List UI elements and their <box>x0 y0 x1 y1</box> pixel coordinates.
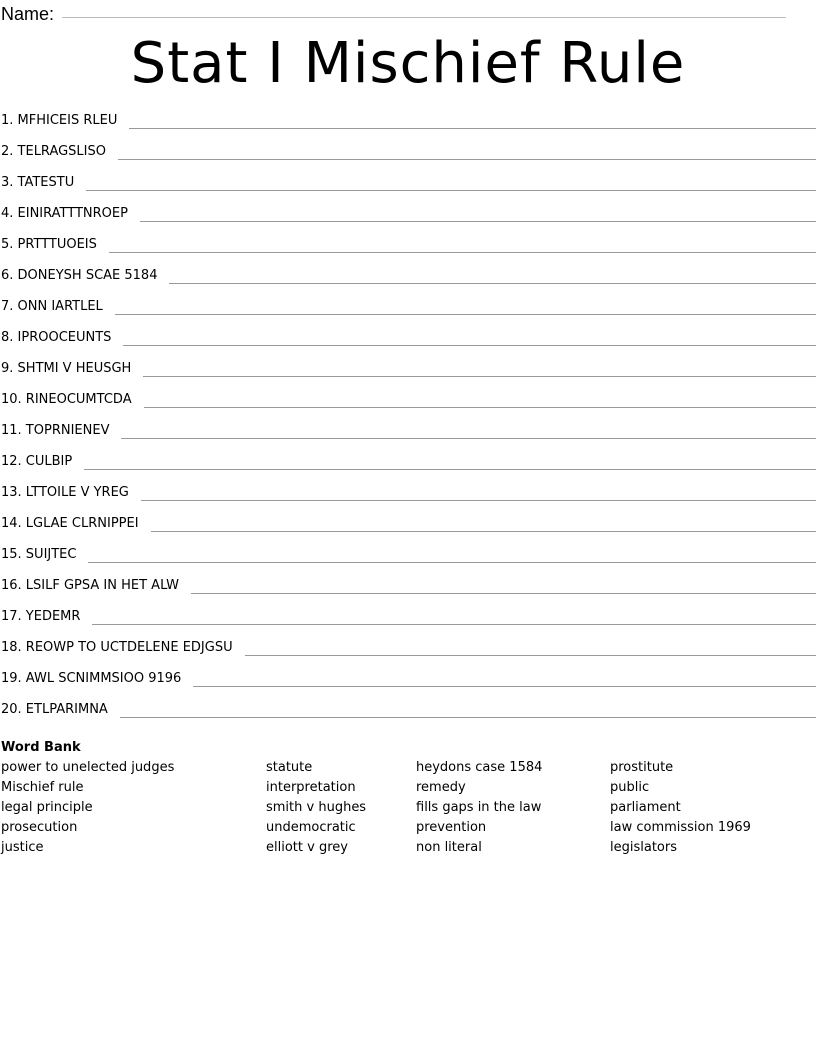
answer-line[interactable] <box>86 173 816 191</box>
name-write-line[interactable] <box>62 17 786 18</box>
page-title: Stat I Mischief Rule <box>130 31 686 96</box>
question-text: 12. CULBIP <box>1 454 73 469</box>
answer-line[interactable] <box>193 669 816 687</box>
word-bank-item: remedy <box>416 780 466 795</box>
answer-line[interactable] <box>143 359 816 377</box>
word-bank-column-4 <box>609 758 751 858</box>
word-bank-column-1 <box>0 758 174 858</box>
answer-line[interactable] <box>169 266 816 284</box>
question-text: 9. SHTMI V HEUSGH <box>1 361 132 376</box>
answer-line[interactable] <box>118 142 816 160</box>
answer-line[interactable] <box>109 235 816 253</box>
question-row <box>0 359 816 390</box>
question-row <box>0 700 816 731</box>
question-row <box>0 669 816 700</box>
answer-line[interactable] <box>92 607 816 625</box>
answer-line[interactable] <box>245 638 816 656</box>
question-row <box>0 204 816 235</box>
question-text: 7. ONN IARTLEL <box>1 299 103 314</box>
word-bank-item: smith v hughes <box>266 800 367 815</box>
word-bank-item: Mischief rule <box>1 780 84 795</box>
word-bank-column-2 <box>265 758 366 858</box>
question-text: 6. DONEYSH SCAE 5184 <box>1 268 158 283</box>
answer-line[interactable] <box>129 111 816 129</box>
word-bank-title: Word Bank <box>1 740 81 755</box>
question-list <box>0 111 816 731</box>
word-bank-item: public <box>610 780 650 795</box>
question-text: 19. AWL SCNIMMSIOO 9196 <box>1 671 182 686</box>
answer-line[interactable] <box>121 421 816 439</box>
question-row <box>0 483 816 514</box>
question-row <box>0 390 816 421</box>
question-text: 10. RINEOCUMTCDA <box>1 392 132 407</box>
question-text: 17. YEDEMR <box>1 609 81 624</box>
question-row <box>0 235 816 266</box>
question-text: 5. PRTTTUOEIS <box>1 237 97 252</box>
question-row <box>0 111 816 142</box>
question-row <box>0 607 816 638</box>
question-row <box>0 266 816 297</box>
word-bank-item: heydons case 1584 <box>416 760 543 775</box>
word-bank-item: parliament <box>610 800 681 815</box>
word-bank-item: elliott v grey <box>266 840 348 855</box>
answer-line[interactable] <box>115 297 816 315</box>
word-bank-item: legal principle <box>1 800 93 815</box>
question-row <box>0 142 816 173</box>
word-bank-item: justice <box>1 840 44 855</box>
answer-line[interactable] <box>88 545 816 563</box>
question-row <box>0 297 816 328</box>
answer-line[interactable] <box>84 452 816 470</box>
word-bank <box>0 758 816 868</box>
question-text: 3. TATESTU <box>1 175 75 190</box>
word-bank-item: statute <box>266 760 313 775</box>
answer-line[interactable] <box>140 204 816 222</box>
answer-line[interactable] <box>144 390 816 408</box>
word-bank-item: legislators <box>610 840 677 855</box>
question-text: 18. REOWP TO UCTDELENE EDJGSU <box>1 640 233 655</box>
question-row <box>0 328 816 359</box>
answer-line[interactable] <box>120 700 816 718</box>
word-bank-item: undemocratic <box>266 820 356 835</box>
name-label: Name: <box>1 4 55 24</box>
answer-line[interactable] <box>191 576 816 594</box>
question-row <box>0 638 816 669</box>
question-row <box>0 545 816 576</box>
question-row <box>0 421 816 452</box>
question-text: 13. LTTOILE V YREG <box>1 485 129 500</box>
word-bank-item: prevention <box>416 820 487 835</box>
question-row <box>0 514 816 545</box>
question-text: 16. LSILF GPSA IN HET ALW <box>1 578 179 593</box>
question-text: 8. IPROOCEUNTS <box>1 330 112 345</box>
question-text: 14. LGLAE CLRNIPPEI <box>1 516 139 531</box>
name-row <box>0 0 816 24</box>
question-text: 20. ETLPARIMNA <box>1 702 108 717</box>
word-bank-column-3 <box>415 758 542 858</box>
word-bank-item: law commission 1969 <box>610 820 751 835</box>
question-row <box>0 452 816 483</box>
question-text: 15. SUIJTEC <box>1 547 77 562</box>
question-row <box>0 173 816 204</box>
question-text: 2. TELRAGSLISO <box>1 144 106 159</box>
answer-line[interactable] <box>123 328 816 346</box>
word-bank-item: prostitute <box>610 760 674 775</box>
word-bank-item: prosecution <box>1 820 78 835</box>
answer-line[interactable] <box>141 483 816 501</box>
question-text: 4. EINIRATTTNROEP <box>1 206 128 221</box>
word-bank-item: power to unelected judges <box>1 760 175 775</box>
question-text: 11. TOPRNIENEV <box>1 423 110 438</box>
answer-line[interactable] <box>151 514 816 532</box>
word-bank-item: non literal <box>416 840 482 855</box>
word-bank-item: fills gaps in the law <box>416 800 542 815</box>
question-text: 1. MFHICEIS RLEU <box>1 113 118 128</box>
word-bank-item: interpretation <box>266 780 356 795</box>
question-row <box>0 576 816 607</box>
